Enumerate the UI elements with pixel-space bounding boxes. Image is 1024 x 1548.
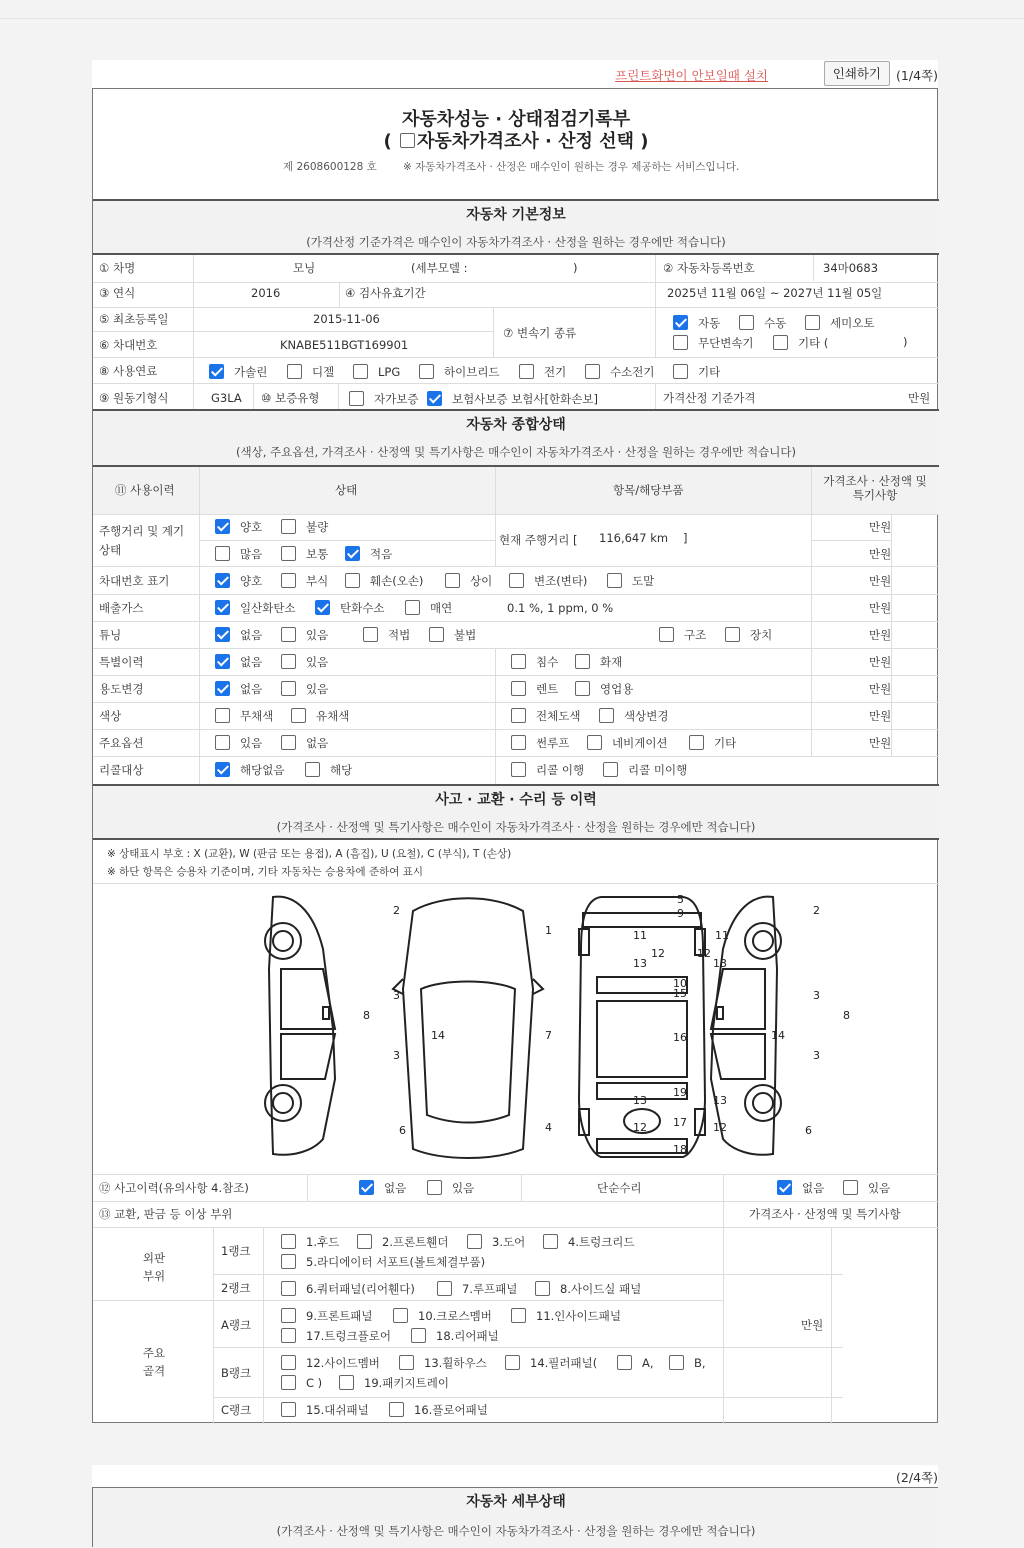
status-header: 자동차 종합상태 (색상, 주요옵션, 가격조사 · 산정액 및 특기사항은 매수인이 자동차가격조사 · 산정을 원하는 경우에만 적습니다) bbox=[93, 409, 939, 467]
price-basis-label: 가격산정 기준가격 bbox=[663, 391, 756, 405]
detail-status-header: 자동차 세부상태 (가격조사 · 산정액 및 특기사항은 매수인이 자동차가격조사 · 산정을 원하는 경우에만 적습니다) bbox=[93, 1488, 939, 1548]
car-name: 모닝 bbox=[293, 261, 316, 275]
rankA-label: A랭크 bbox=[221, 1318, 252, 1332]
part-3-left-rear: 3 bbox=[393, 1049, 400, 1062]
simple-repair-label: 단순수리 bbox=[597, 1181, 642, 1195]
first-reg: 2015-11-06 bbox=[313, 312, 380, 326]
recall-not-done[interactable]: 리콜 미이행 bbox=[603, 762, 687, 778]
usage-none[interactable]: 없음 bbox=[215, 681, 262, 697]
usage-business[interactable]: 영업용 bbox=[575, 681, 633, 697]
detail-model: (세부모델 : bbox=[411, 261, 468, 275]
col-usage: ⑪ 사용이력 bbox=[115, 483, 175, 497]
trans-label: ⑦ 변속기 종류 bbox=[503, 326, 577, 340]
usage-label: 용도변경 bbox=[99, 682, 144, 696]
accident-header: 사고 · 교환 · 수리 등 이력 (가격조사 · 산정액 및 특기사항은 매수인이 자동차가격조사 · 산정을 원하는 경우에만 적습니다) bbox=[93, 784, 939, 840]
color-change[interactable]: 색상변경 bbox=[599, 708, 668, 724]
emission-smoke[interactable]: 매연 bbox=[405, 600, 452, 616]
vin-mark-good[interactable]: 양호 bbox=[215, 573, 262, 589]
simple-repair-none[interactable]: 없음 bbox=[777, 1180, 824, 1196]
part-12-front-left: 12 bbox=[651, 947, 665, 960]
part-8-left: 8 bbox=[363, 1009, 370, 1022]
warranty-label: ⑩ 보증유형 bbox=[261, 391, 320, 405]
emission-hc[interactable]: 탄화수소 bbox=[315, 600, 384, 616]
tuning-device[interactable]: 장치 bbox=[725, 627, 772, 643]
vin-mark-diff[interactable]: 상이 bbox=[445, 573, 492, 589]
part-7-roof: 7 bbox=[545, 1029, 552, 1042]
tuning-yes[interactable]: 있음 bbox=[281, 627, 328, 643]
year: 2016 bbox=[251, 286, 281, 300]
part-door[interactable]: 3.도어 bbox=[467, 1234, 525, 1250]
option-label: 주요옵션 bbox=[99, 736, 144, 750]
part-3-right-front: 3 bbox=[813, 989, 820, 1002]
vin: KNABE511BGT169901 bbox=[280, 338, 409, 352]
exchange-label: ⑬ 교환, 판금 등 이상 부위 bbox=[99, 1207, 233, 1221]
part-dash-panel[interactable]: 15.대쉬패널 bbox=[281, 1402, 369, 1418]
reg-no-label: ② 자동차등록번호 bbox=[663, 261, 755, 275]
option-other[interactable]: 기타 bbox=[689, 735, 736, 751]
price-survey-option: ( 자동차가격조사 · 산정 선택 ) bbox=[383, 131, 649, 152]
mileage-low[interactable]: 적음 bbox=[345, 546, 392, 562]
usage-yes[interactable]: 있음 bbox=[281, 681, 328, 697]
tuning-none[interactable]: 없음 bbox=[215, 627, 262, 643]
inspection-record-page-2 bbox=[92, 1487, 938, 1547]
outer-panel-label: 외판 부위 bbox=[142, 1251, 166, 1283]
rankC-label: C랭크 bbox=[221, 1403, 252, 1417]
part-rear-panel[interactable]: 18.리어패널 bbox=[411, 1328, 499, 1344]
emission-values: 0.1 %, 1 ppm, 0 % bbox=[507, 601, 614, 615]
first-reg-label: ⑤ 최초등록일 bbox=[99, 312, 169, 326]
color-label: 색상 bbox=[99, 709, 122, 723]
color-chromatic[interactable]: 유채색 bbox=[291, 708, 349, 724]
engine-label: ⑨ 원동기형식 bbox=[99, 391, 169, 405]
option-sunroof[interactable]: 썬루프 bbox=[511, 735, 569, 751]
part-15: 15 bbox=[673, 987, 687, 1000]
part-side-sill[interactable]: 8.사이드실 패널 bbox=[535, 1281, 641, 1297]
part-3-right-rear: 3 bbox=[813, 1049, 820, 1062]
tuning-illegal[interactable]: 불법 bbox=[429, 627, 476, 643]
inspect-label: ④ 검사유효기간 bbox=[345, 286, 426, 300]
mileage-normal[interactable]: 보통 bbox=[281, 546, 328, 562]
part-14-right: 14 bbox=[771, 1029, 785, 1042]
document-title: 자동차성능 · 상태점검기록부 bbox=[401, 109, 631, 130]
part-13-front-right: 13 bbox=[713, 957, 727, 970]
inspect-period: 2025년 11월 06일 ~ 2027년 11월 05일 bbox=[667, 286, 883, 300]
print-help-link[interactable]: 프린트화면이 안보일때 설치 bbox=[615, 68, 768, 83]
legend-note: ※ 하단 항목은 승용차 기준이며, 기타 자동차는 승용차에 준하여 표시 bbox=[107, 866, 424, 878]
part-12-rear-left: 12 bbox=[633, 1121, 647, 1134]
special-flood[interactable]: 침수 bbox=[511, 654, 558, 670]
part-16: 16 bbox=[673, 1031, 687, 1044]
mileage-value: 116,647 km bbox=[599, 531, 669, 545]
trans-auto[interactable]: 자동 bbox=[673, 315, 720, 331]
trans-manual[interactable]: 수동 bbox=[739, 315, 786, 331]
mileage-label: 주행거리 및 계기상태 bbox=[99, 524, 185, 557]
simple-repair-yes[interactable]: 있음 bbox=[843, 1180, 890, 1196]
part-6-right: 6 bbox=[805, 1124, 812, 1137]
part-12-front-right: 12 bbox=[697, 947, 711, 960]
gauge-good[interactable]: 양호 bbox=[215, 519, 262, 535]
fuel-lpg[interactable]: LPG bbox=[353, 364, 400, 380]
special-label: 특별이력 bbox=[99, 655, 144, 669]
rank2-label: 2랭크 bbox=[221, 1281, 251, 1295]
part-pillar-b[interactable]: B, bbox=[669, 1355, 706, 1371]
emission-co[interactable]: 일산화탄소 bbox=[215, 600, 296, 616]
fuel-label: ⑧ 사용연료 bbox=[99, 364, 158, 378]
recall-none[interactable]: 해당없음 bbox=[215, 762, 284, 778]
part-hood[interactable]: 1.후드 bbox=[281, 1234, 339, 1250]
record-number: 제 2608600128 호 bbox=[283, 161, 377, 173]
fuel-diesel[interactable]: 디젤 bbox=[287, 364, 334, 380]
part-2-left: 2 bbox=[393, 904, 400, 917]
part-17: 17 bbox=[673, 1116, 687, 1129]
part-pillar-panel[interactable]: 14.필러패널( bbox=[505, 1355, 597, 1371]
rankB-label: B랭크 bbox=[221, 1366, 252, 1380]
page2-toolbar bbox=[92, 1465, 938, 1487]
special-fire[interactable]: 화재 bbox=[575, 654, 622, 670]
part-11-right: 11 bbox=[715, 929, 729, 942]
part-radiator-support[interactable]: 5.라디에이터 서포트(볼트체결부품) bbox=[281, 1254, 485, 1270]
emission-label: 배출가스 bbox=[99, 601, 144, 615]
header-note: ※ 자동차가격조사 · 산정은 매수인이 원하는 경우 제공하는 서비스입니다. bbox=[403, 161, 740, 173]
option-yes[interactable]: 있음 bbox=[215, 735, 262, 751]
tuning-label: 튜닝 bbox=[99, 628, 122, 642]
trans-semi[interactable]: 세미오토 bbox=[805, 315, 874, 331]
gauge-bad[interactable]: 불량 bbox=[281, 519, 328, 535]
part-11-left: 11 bbox=[633, 929, 647, 942]
page2-indicator: (2/4쪽) bbox=[896, 1470, 938, 1485]
inspection-record-page-1: 자동차성능 · 상태점검기록부 ( 자동차가격조사 · 산정 선택 ) 제 2608600128 호 ※ 자동차가격조사 · 산정은 매수인이 원하는 경우 제공하는 서비스입니다. 자동차 기본정보 (가격산정 기준가격은 매수인이 자동차가격조사 · 산정을 원하는 경우에만 적습니다) ① 차명 모닝 (세부모델 : ) ② 자동차등록번호 34마0683 ③ 연식 2016 ④ 검사유효기간 2025년 11월 06일 ~ 2027년 11월 05일 ⑤ 최초등록일 2015-11-06 ⑦ 변속기 종류 자동 수동 세미오토 무단변속기 기타 ( ) ⑥ 차대번호 KNABE511BGT169901 ⑧ 사용연료 가솔린 디젤 LPG 하이브리드 전기 수소전기 기타 ⑨ 원동기형식 G3LA ⑩ 보증유형 자가보증 보험사보증 보험사[한화손보] 가격산정 기준가격 만원 자동차 종합상태 (색상, 주요옵션, 가격조사 · 산정액 및 특기사항은 매수인이 자동차가격조사 · 산정을 원하는 경우에만 적습니다) ⑪ 사용이력 상태 항목/해당부품 가격조사 · 산정액 및 특기사항 주행거리 및 계기상태 양호 불량 많음 보통 적음 현재 주행거리 [ 116,647 km ] 만원 만원 차대번호 표기 양호 부식 훼손(오손) 상이 변조(변타) 도말 만원 배출가스 일산화탄소 탄화수소 매연 0.1 %, 1 ppm, 0 % 만원 튜닝 없음 있음 적법 불법 구조 장치 만원 특별이력 없음 있음 침수 화재 만원 용도변경 없음 있음 렌트 영업용 만원 색상 무채색 유채색 전체도색 색상변경 만원 주요옵션 있음 없음 썬루프 네비게이션 기타 만원 리콜대상 해당없음 해당 리콜 이행 리콜 미이행 사고 · 교환 · 수리 등 이력 (가격조사 · 산정액 및 특기사항은 매수인이 자동차가격조사 · 산정을 원하는 경우에만 적습니다) ※ 상태표시 부호 : X (교환), W (판금 또는 용접), A (흠집), U (요철), C (부식), T (손상) ※ 하단 항목은 승용차 기준이며, 기타 자동차는 승용차에 준하여 표시 2 3 3 8 14 6 1 7 4 5 9 11 11 12 12 13 13 10 15 16 19 13 13 12 12 17 18 2 3 3 8 14 6 ⑫ 사고이력(유의사항 4.참조) 없음 있음 단순수리 없음 있음 ⑬ 교환, 판금 등 이상 부위 가격조사 · 산정액 및 특기사항 만원 외판 부위 주요 골격 1랭크 1.후드 2.프론트휀더 3.도어 4.트렁크리드 5.라디에이터 서포트(볼트체결부품) 2랭크 6.쿼터패널(리어휀다) 7.루프패널 8.사이드실 패널 A랭크 9.프론트패널 10.크로스멤버 11.인사이드패널 17.트렁크플로어 18.리어패널 B랭크 12.사이드멤버 13.휠하우스 14.필러패널( A, B, C ) 19.패키지트레이 C랭크 15.대쉬패널 16.플로어패널 bbox=[92, 88, 938, 1423]
vin-label: ⑥ 차대번호 bbox=[99, 338, 158, 352]
trans-cvt[interactable]: 무단변속기 bbox=[673, 335, 754, 351]
car-name-label: ① 차명 bbox=[99, 261, 136, 275]
part-13-rear-right: 13 bbox=[713, 1094, 727, 1107]
car-outline-svg bbox=[253, 889, 850, 1169]
legend-symbols: ※ 상태표시 부호 : X (교환), W (판금 또는 용접), A (흠집), U (요철), C (부식), T (손상) bbox=[107, 848, 512, 860]
mileage-high[interactable]: 많음 bbox=[215, 546, 262, 562]
option-no[interactable]: 없음 bbox=[281, 735, 328, 751]
vin-mark-rust[interactable]: 부식 bbox=[281, 573, 328, 589]
part-14-left: 14 bbox=[431, 1029, 445, 1042]
option-navigation[interactable]: 네비게이션 bbox=[587, 735, 668, 751]
warranty-insurer[interactable]: 보험사보증 보험사[한화손보] bbox=[427, 391, 598, 407]
part-inside-panel[interactable]: 11.인사이드패널 bbox=[511, 1308, 621, 1324]
exchange-price-label: 가격조사 · 산정액 및 특기사항 bbox=[749, 1207, 901, 1221]
fuel-other[interactable]: 기타 bbox=[673, 364, 720, 380]
part-9: 9 bbox=[677, 907, 684, 920]
year-label: ③ 연식 bbox=[99, 286, 136, 300]
special-none[interactable]: 없음 bbox=[215, 654, 262, 670]
recall-yes[interactable]: 해당 bbox=[305, 762, 352, 778]
vin-mark-altered[interactable]: 변조(변타) bbox=[509, 573, 587, 589]
document-header bbox=[93, 89, 939, 199]
part-pillar-a[interactable]: A, bbox=[617, 1355, 654, 1371]
col-state: 상태 bbox=[335, 483, 358, 497]
part-1-hood: 1 bbox=[545, 924, 552, 937]
part-3-left-front: 3 bbox=[393, 989, 400, 1002]
top-divider bbox=[0, 18, 1024, 19]
basic-info-header: 자동차 기본정보 (가격산정 기준가격은 매수인이 자동차가격조사 · 산정을 원하는 경우에만 적습니다) bbox=[93, 199, 939, 255]
color-achromatic[interactable]: 무채색 bbox=[215, 708, 273, 724]
part-front-panel[interactable]: 9.프론트패널 bbox=[281, 1308, 373, 1324]
usage-rent[interactable]: 렌트 bbox=[511, 681, 558, 697]
accident-history-label: ⑫ 사고이력(유의사항 4.참조) bbox=[99, 1181, 249, 1195]
part-package-tray[interactable]: 19.패키지트레이 bbox=[339, 1375, 449, 1391]
part-front-fender[interactable]: 2.프론트휀더 bbox=[357, 1234, 449, 1250]
part-2-right: 2 bbox=[813, 904, 820, 917]
trans-other[interactable]: 기타 ( bbox=[773, 335, 828, 351]
accident-none[interactable]: 없음 bbox=[359, 1180, 406, 1196]
recall-done[interactable]: 리콜 이행 bbox=[511, 762, 584, 778]
tuning-structure[interactable]: 구조 bbox=[659, 627, 706, 643]
part-19: 19 bbox=[673, 1086, 687, 1099]
tuning-legal[interactable]: 적법 bbox=[363, 627, 410, 643]
rank1-label: 1랭크 bbox=[221, 1244, 251, 1258]
vin-mark-painted[interactable]: 도말 bbox=[607, 573, 654, 589]
color-full-paint[interactable]: 전체도색 bbox=[511, 708, 580, 724]
print-button[interactable]: 인쇄하기 bbox=[824, 61, 890, 86]
part-8-right: 8 bbox=[843, 1009, 850, 1022]
fuel-electric[interactable]: 전기 bbox=[519, 364, 566, 380]
fuel-hybrid[interactable]: 하이브리드 bbox=[419, 364, 500, 380]
recall-label: 리콜대상 bbox=[99, 763, 144, 777]
part-trunk-floor[interactable]: 17.트렁크플로어 bbox=[281, 1328, 391, 1344]
part-6-left: 6 bbox=[399, 1124, 406, 1137]
main-frame-label: 주요 골격 bbox=[142, 1346, 166, 1378]
part-roof-panel[interactable]: 7.루프패널 bbox=[437, 1281, 517, 1297]
part-18: 18 bbox=[673, 1143, 687, 1156]
fuel-hydrogen[interactable]: 수소전기 bbox=[585, 364, 654, 380]
print-toolbar bbox=[92, 60, 938, 88]
part-trunk-lid[interactable]: 4.트렁크리드 bbox=[543, 1234, 635, 1250]
part-13-front-left: 13 bbox=[633, 957, 647, 970]
special-yes[interactable]: 있음 bbox=[281, 654, 328, 670]
part-floor-panel[interactable]: 16.플로어패널 bbox=[389, 1402, 488, 1418]
part-quarter-panel[interactable]: 6.쿼터패널(리어휀다) bbox=[281, 1281, 415, 1297]
part-cross-member[interactable]: 10.크로스멤버 bbox=[393, 1308, 492, 1324]
part-4-trunk: 4 bbox=[545, 1121, 552, 1134]
vin-mark-label: 차대번호 표기 bbox=[99, 574, 170, 588]
col-price: 가격조사 · 산정액 및 특기사항 bbox=[823, 474, 927, 502]
warranty-self[interactable]: 자가보증 bbox=[349, 391, 418, 407]
reg-no: 34마0683 bbox=[823, 261, 879, 275]
col-item: 항목/해당부품 bbox=[613, 483, 684, 497]
part-12-rear-right: 12 bbox=[713, 1121, 727, 1134]
part-pillar-c[interactable]: C ) bbox=[281, 1375, 322, 1391]
page-indicator: (1/4쪽) bbox=[896, 68, 938, 83]
part-5: 5 bbox=[677, 893, 684, 906]
price-survey-checkbox[interactable] bbox=[400, 133, 415, 148]
part-side-member[interactable]: 12.사이드멤버 bbox=[281, 1355, 380, 1371]
vin-mark-damaged[interactable]: 훼손(오손) bbox=[345, 573, 423, 589]
accident-yes[interactable]: 있음 bbox=[427, 1180, 474, 1196]
part-13-rear-left: 13 bbox=[633, 1094, 647, 1107]
fuel-gasoline[interactable]: 가솔린 bbox=[209, 364, 267, 380]
part-wheel-house[interactable]: 13.휠하우스 bbox=[399, 1355, 487, 1371]
engine-type: G3LA bbox=[211, 391, 242, 405]
part-10: 10 bbox=[673, 977, 687, 990]
